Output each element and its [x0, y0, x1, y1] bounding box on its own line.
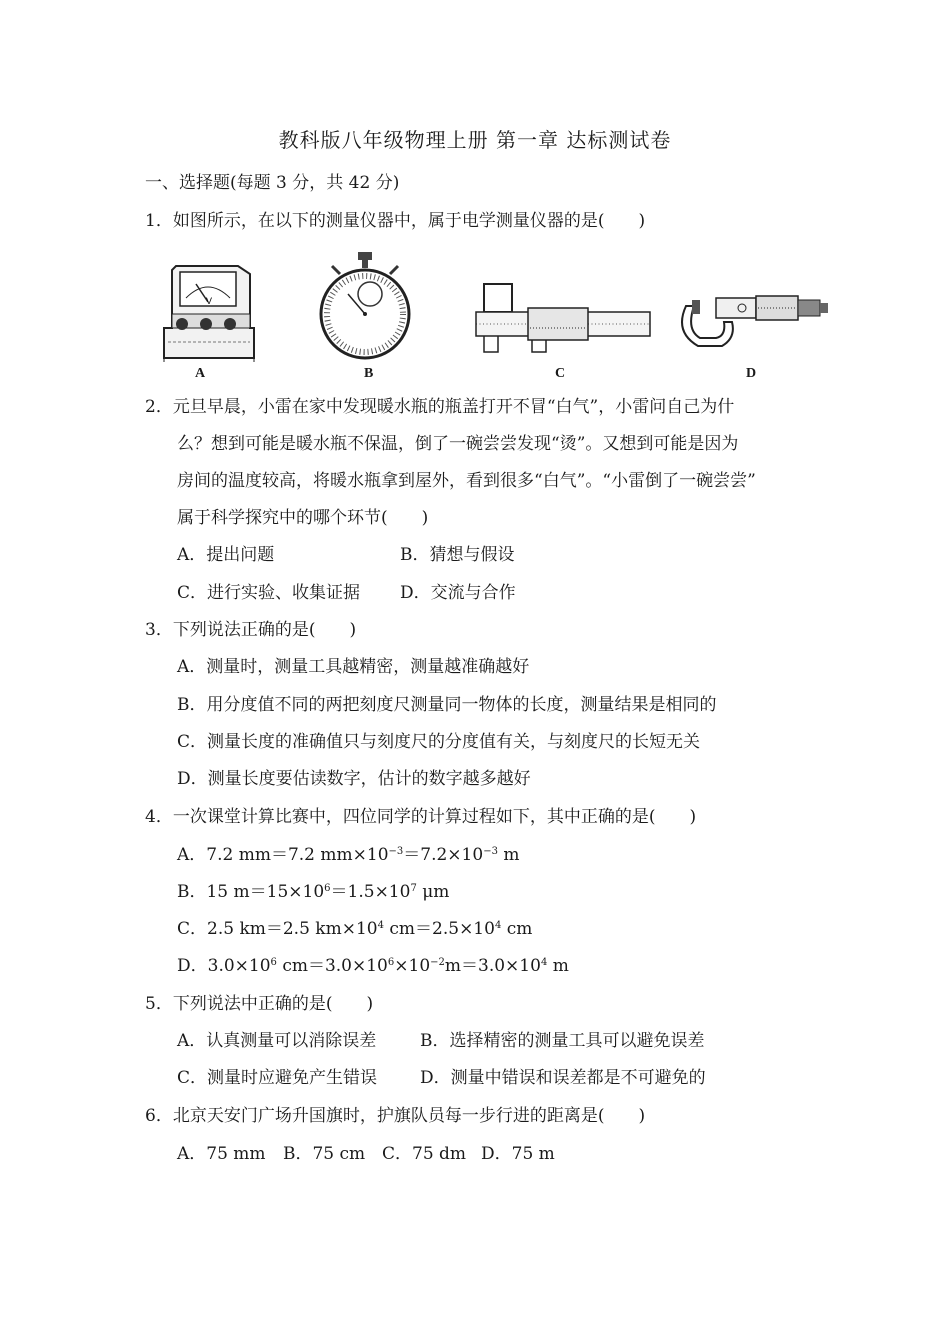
- question-2-option-d: D．交流与合作: [400, 583, 516, 603]
- question-3-option-c: C．测量长度的准确值只与刻度尺的分度值有关，与刻度尺的长短无关: [177, 732, 701, 752]
- question-4-option-b: B．15 $m=15\times 10^6=1.5\times 10^7$ μm: [177, 882, 450, 902]
- question-5-option-d: D．测量中错误和误差都是不可避免的: [420, 1068, 706, 1088]
- question-3-option-d: D．测量长度要估读数字，估计的数字越多越好: [177, 769, 531, 789]
- question-2-line-4: 属于科学探究中的哪个环节( ): [177, 508, 429, 528]
- question-3-option-a: A．测量时，测量工具越精密，测量越准确越好: [177, 657, 530, 677]
- question-3-stem: 3．下列说法正确的是( ): [145, 620, 357, 640]
- question-4-option-c: C．2.5 km＝2.5 $km\times 10^4$ $cm=2.5\times 10^4$ cm: [177, 919, 533, 939]
- page-title: 教科版八年级物理上册 第一章 达标测试卷: [278, 128, 672, 152]
- svg-text:V: V: [206, 296, 213, 306]
- question-6-option-c: C．75 dm: [382, 1144, 467, 1164]
- voltmeter-figure: [158, 258, 258, 362]
- figure-label-c: C: [555, 366, 566, 381]
- figure-label-a: A: [195, 366, 206, 381]
- figure-label-d: D: [746, 366, 757, 381]
- question-5-option-b: B．选择精密的测量工具可以避免误差: [420, 1031, 705, 1051]
- question-2-option-b: B．猜想与假设: [400, 545, 515, 565]
- vernier-caliper-figure: [472, 282, 654, 354]
- question-6-stem: 6．北京天安门广场升国旗时，护旗队员每一步行进的距离是( ): [145, 1106, 646, 1126]
- question-3-option-b: B．用分度值不同的两把刻度尺测量同一物体的长度，测量结果是相同的: [177, 695, 717, 715]
- question-1-stem: 1．如图所示，在以下的测量仪器中，属于电学测量仪器的是( ): [145, 211, 646, 231]
- question-4-option-a: A．7.2 mm＝7.2 $mm\times 10^{-3}=7.2\times 10^{-3}$ m: [177, 845, 520, 865]
- micrometer-figure: [676, 292, 832, 356]
- question-2-line-3: 房间的温度较高，将暖水瓶拿到屋外，看到很多“白气”。“小雷倒了一碗尝尝”: [177, 471, 756, 491]
- question-6-option-a: A．75 mm: [177, 1144, 266, 1164]
- question-6-option-d: D．75 m: [481, 1144, 555, 1164]
- question-5-option-a: A．认真测量可以消除误差: [177, 1031, 377, 1051]
- question-2-line-1: 2．元旦早晨，小雷在家中发现暖水瓶的瓶盖打开不冒“白气”，小雷问自己为什: [145, 397, 735, 417]
- question-4-stem: 4．一次课堂计算比赛中，四位同学的计算过程如下，其中正确的是( ): [145, 807, 697, 827]
- question-5-stem: 5．下列说法中正确的是( ): [145, 994, 374, 1014]
- question-2-line-2: 么？想到可能是暖水瓶不保温，倒了一碗尝尝发现“烫”。又想到可能是因为: [177, 434, 739, 454]
- question-4-option-d: D．$3.0\times 10^6$ $cm=3.0\times 10^6\times 10^{-2}m=3.0\times 10^4$ m: [177, 956, 569, 976]
- section-heading: 一、选择题(每题 3 分，共 42 分): [145, 173, 400, 193]
- stopwatch-figure: [318, 250, 412, 364]
- question-2-option-a: A．提出问题: [177, 545, 275, 565]
- question-2-option-c: C．进行实验、收集证据: [177, 583, 361, 603]
- question-6-option-b: B．75 cm: [283, 1144, 366, 1164]
- figure-label-b: B: [364, 366, 374, 381]
- question-5-option-c: C．测量时应避免产生错误: [177, 1068, 378, 1088]
